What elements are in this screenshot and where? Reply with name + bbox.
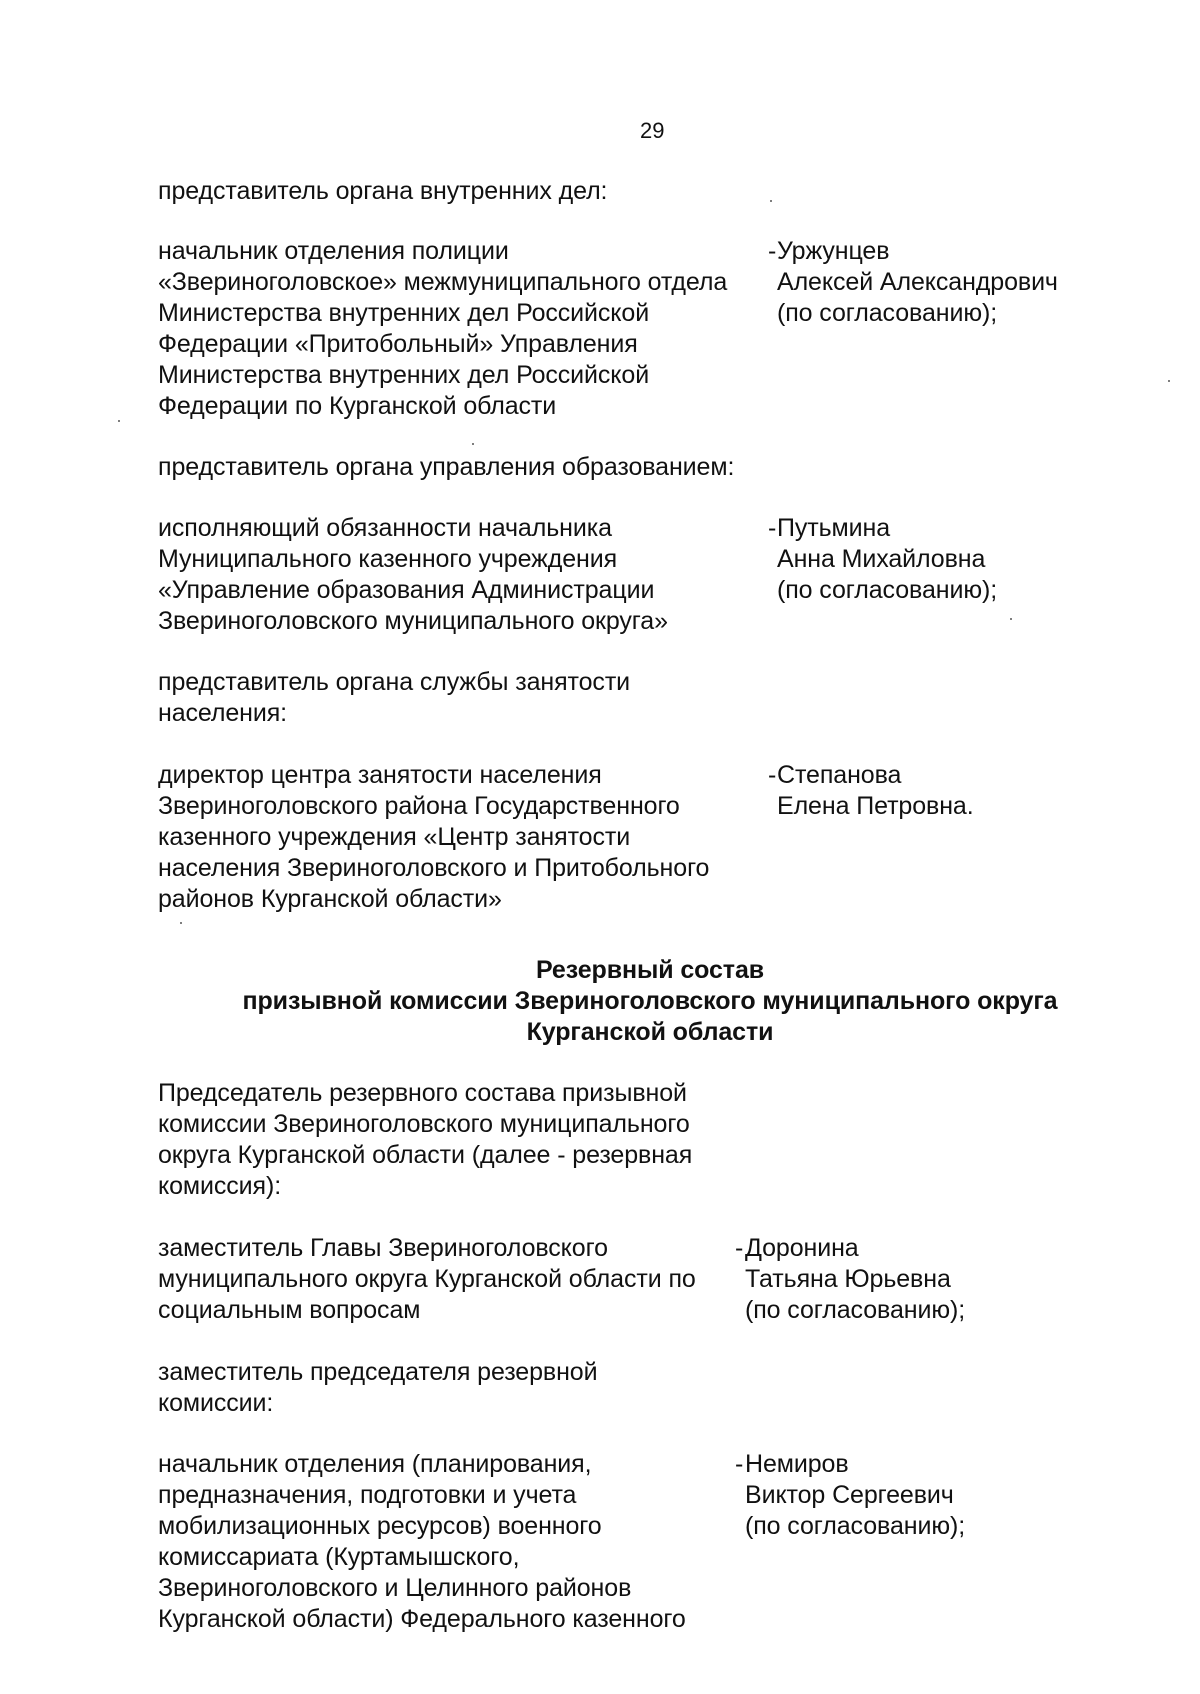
scan-speck xyxy=(1010,618,1012,620)
person-surname: Уржунцев xyxy=(777,237,890,265)
dash: - xyxy=(768,237,777,265)
role-line: предназначения, подготовки и учета xyxy=(158,1481,577,1509)
role-line: казенного учреждения «Центр занятости xyxy=(158,823,631,851)
person-surname: Доронина xyxy=(745,1234,859,1262)
role-line: Федерации по Курганской области xyxy=(158,392,557,420)
dash: - xyxy=(735,1450,744,1478)
page-number: 29 xyxy=(640,118,665,143)
dash: - xyxy=(768,761,777,789)
role-line: Курганской области) Федерального казенного xyxy=(158,1605,686,1633)
role-line: «Звериноголовское» межмуниципального отдела xyxy=(158,268,728,296)
role-line: «Управление образования Администрации xyxy=(158,576,655,604)
chair-heading: комиссия): xyxy=(158,1172,282,1200)
person-name: Елена Петровна. xyxy=(777,792,974,820)
role-line: мобилизационных ресурсов) военного xyxy=(158,1512,602,1540)
role-line: Министерства внутренних дел Российской xyxy=(158,299,650,327)
scan-speck xyxy=(472,443,474,445)
scan-speck xyxy=(770,200,772,202)
role-line: директор центра занятости населения xyxy=(158,761,602,789)
section-heading-police: представитель органа внутренних дел: xyxy=(158,177,608,205)
person-name: Алексей Александрович xyxy=(777,268,1058,296)
role-line: муниципального округа Курганской области по xyxy=(158,1265,696,1293)
person-surname: Немиров xyxy=(745,1450,849,1478)
chair-heading: округа Курганской области (далее - резервная xyxy=(158,1141,693,1169)
section-heading-employment: населения: xyxy=(158,699,288,727)
scan-speck xyxy=(180,922,182,924)
reserve-title: призывной комиссии Звериноголовского муниципального округа xyxy=(242,987,1058,1015)
role-line: заместитель Главы Звериноголовского xyxy=(158,1234,608,1262)
role-line: Звериноголовского района Государственного xyxy=(158,792,680,820)
chair-heading: Председатель резервного состава призывной xyxy=(158,1079,687,1107)
section-heading-education: представитель органа управления образованием: xyxy=(158,453,735,481)
deputy-heading: заместитель председателя резервной xyxy=(158,1358,598,1386)
role-line: районов Курганской области» xyxy=(158,885,502,913)
person-note: (по согласованию); xyxy=(777,299,998,327)
role-line: социальным вопросам xyxy=(158,1296,421,1324)
role-line: Федерации «Притобольный» Управления xyxy=(158,330,638,358)
role-line: населения Звериноголовского и Притобольного xyxy=(158,854,710,882)
person-note: (по согласованию); xyxy=(745,1512,966,1540)
dash: - xyxy=(735,1234,744,1262)
person-name: Виктор Сергеевич xyxy=(745,1481,954,1509)
role-line: Министерства внутренних дел Российской xyxy=(158,361,650,389)
person-surname: Путьмина xyxy=(777,514,891,542)
person-note: (по согласованию); xyxy=(777,576,998,604)
role-line: комиссариата (Куртамышского, xyxy=(158,1543,520,1571)
person-surname: Степанова xyxy=(777,761,902,789)
dash: - xyxy=(768,514,777,542)
role-line: Звериноголовского муниципального округа» xyxy=(158,607,668,635)
reserve-title: Курганской области xyxy=(526,1018,774,1046)
role-line: Муниципального казенного учреждения xyxy=(158,545,618,573)
section-heading-employment: представитель органа службы занятости xyxy=(158,668,631,696)
person-note: (по согласованию); xyxy=(745,1296,966,1324)
role-line: Звериноголовского и Целинного районов xyxy=(158,1574,632,1602)
person-name: Анна Михайловна xyxy=(777,545,986,573)
role-line: начальник отделения полиции xyxy=(158,237,509,265)
role-line: исполняющий обязанности начальника xyxy=(158,514,612,542)
deputy-heading: комиссии: xyxy=(158,1389,274,1417)
role-line: начальник отделения (планирования, xyxy=(158,1450,592,1478)
reserve-title: Резервный состав xyxy=(535,956,765,984)
scan-speck xyxy=(1168,380,1170,382)
chair-heading: комиссии Звериноголовского муниципального xyxy=(158,1110,690,1138)
scan-speck xyxy=(118,420,120,422)
person-name: Татьяна Юрьевна xyxy=(745,1265,951,1293)
